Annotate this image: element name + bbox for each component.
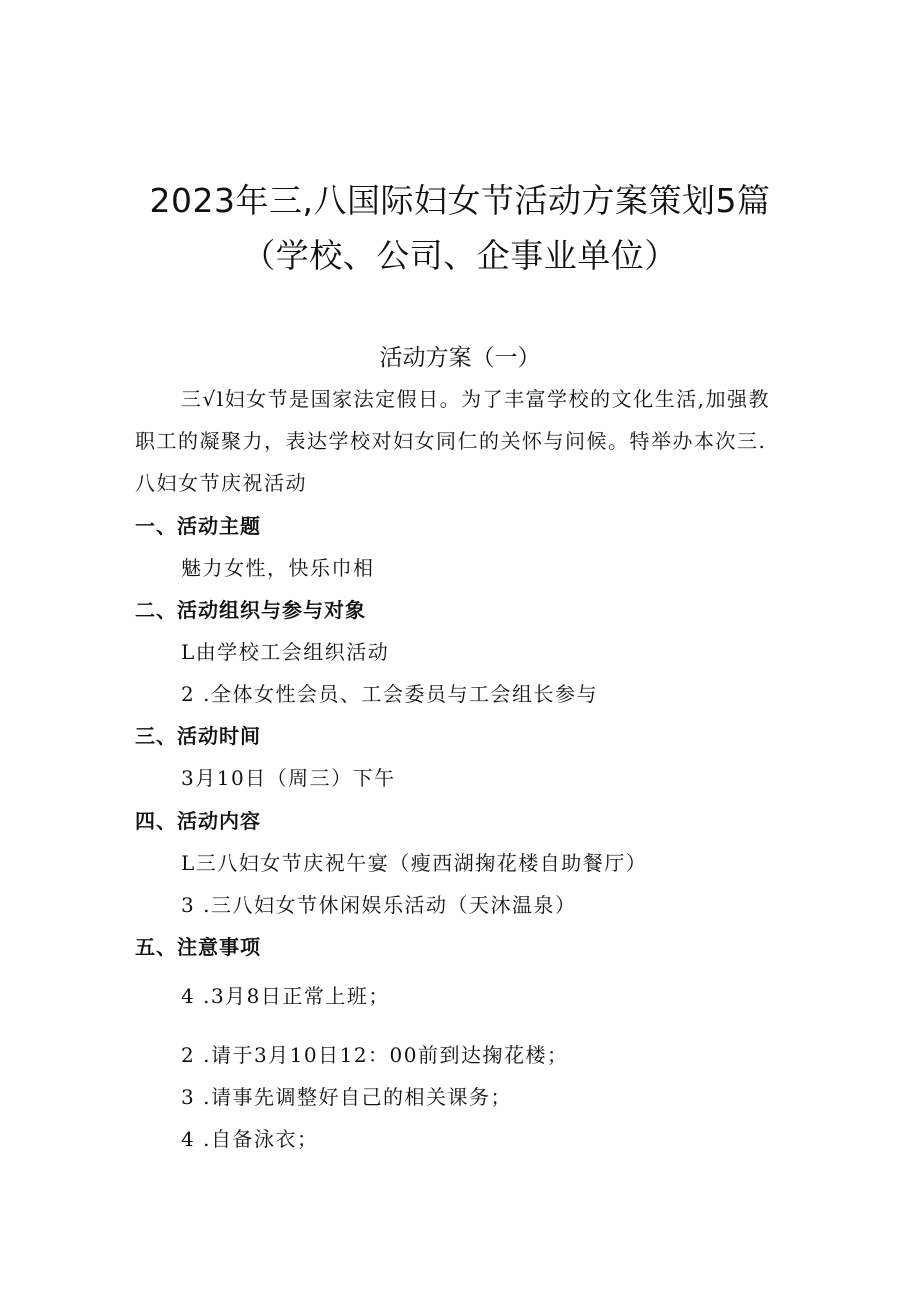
- list-item: 4 .自备泳衣；: [181, 1127, 319, 1151]
- list-item: 3月10日（周三）下午: [181, 766, 396, 790]
- section-heading-theme: 一、活动主题: [135, 514, 261, 538]
- list-item: 2 .全体女性会员、工会委员与工会组长参与: [181, 682, 598, 706]
- section-title: 活动方案（一）: [379, 345, 541, 371]
- list-item: 3 .请事先调整好自己的相关课务；: [181, 1085, 512, 1109]
- list-item: 3 .三八妇女节休闲娱乐活动（天沐温泉）: [181, 893, 577, 917]
- list-item: 4 .3月8日正常上班；: [181, 984, 390, 1008]
- document-title-line2: （学校、公司、企事业单位）: [242, 236, 678, 275]
- section-heading-notes: 五、注意事项: [135, 935, 261, 959]
- section-heading-time: 三、活动时间: [135, 724, 261, 748]
- section-heading-organization: 二、活动组织与参与对象: [135, 598, 366, 622]
- section-heading-content: 四、活动内容: [135, 809, 261, 833]
- list-item: 2 .请于3月10日12：00前到达掬花楼；: [181, 1043, 569, 1067]
- list-item: L由学校工会组织活动: [181, 640, 390, 664]
- list-item: L三八妇女节庆祝午宴（瘦西湖掬花楼自助餐厅）: [181, 851, 648, 875]
- list-item: 魅力女性，快乐巾相: [181, 556, 375, 580]
- document-title-line1: 2023年三,八国际妇女节活动方案策划5篇: [149, 181, 771, 220]
- intro-paragraph: 三√l妇女节是国家法定假日。为了丰富学校的文化生活,加强教职工的凝聚力，表达学校对妇女同仁的关怀与问候。特举办本次三.八妇女节庆祝活动: [135, 387, 770, 495]
